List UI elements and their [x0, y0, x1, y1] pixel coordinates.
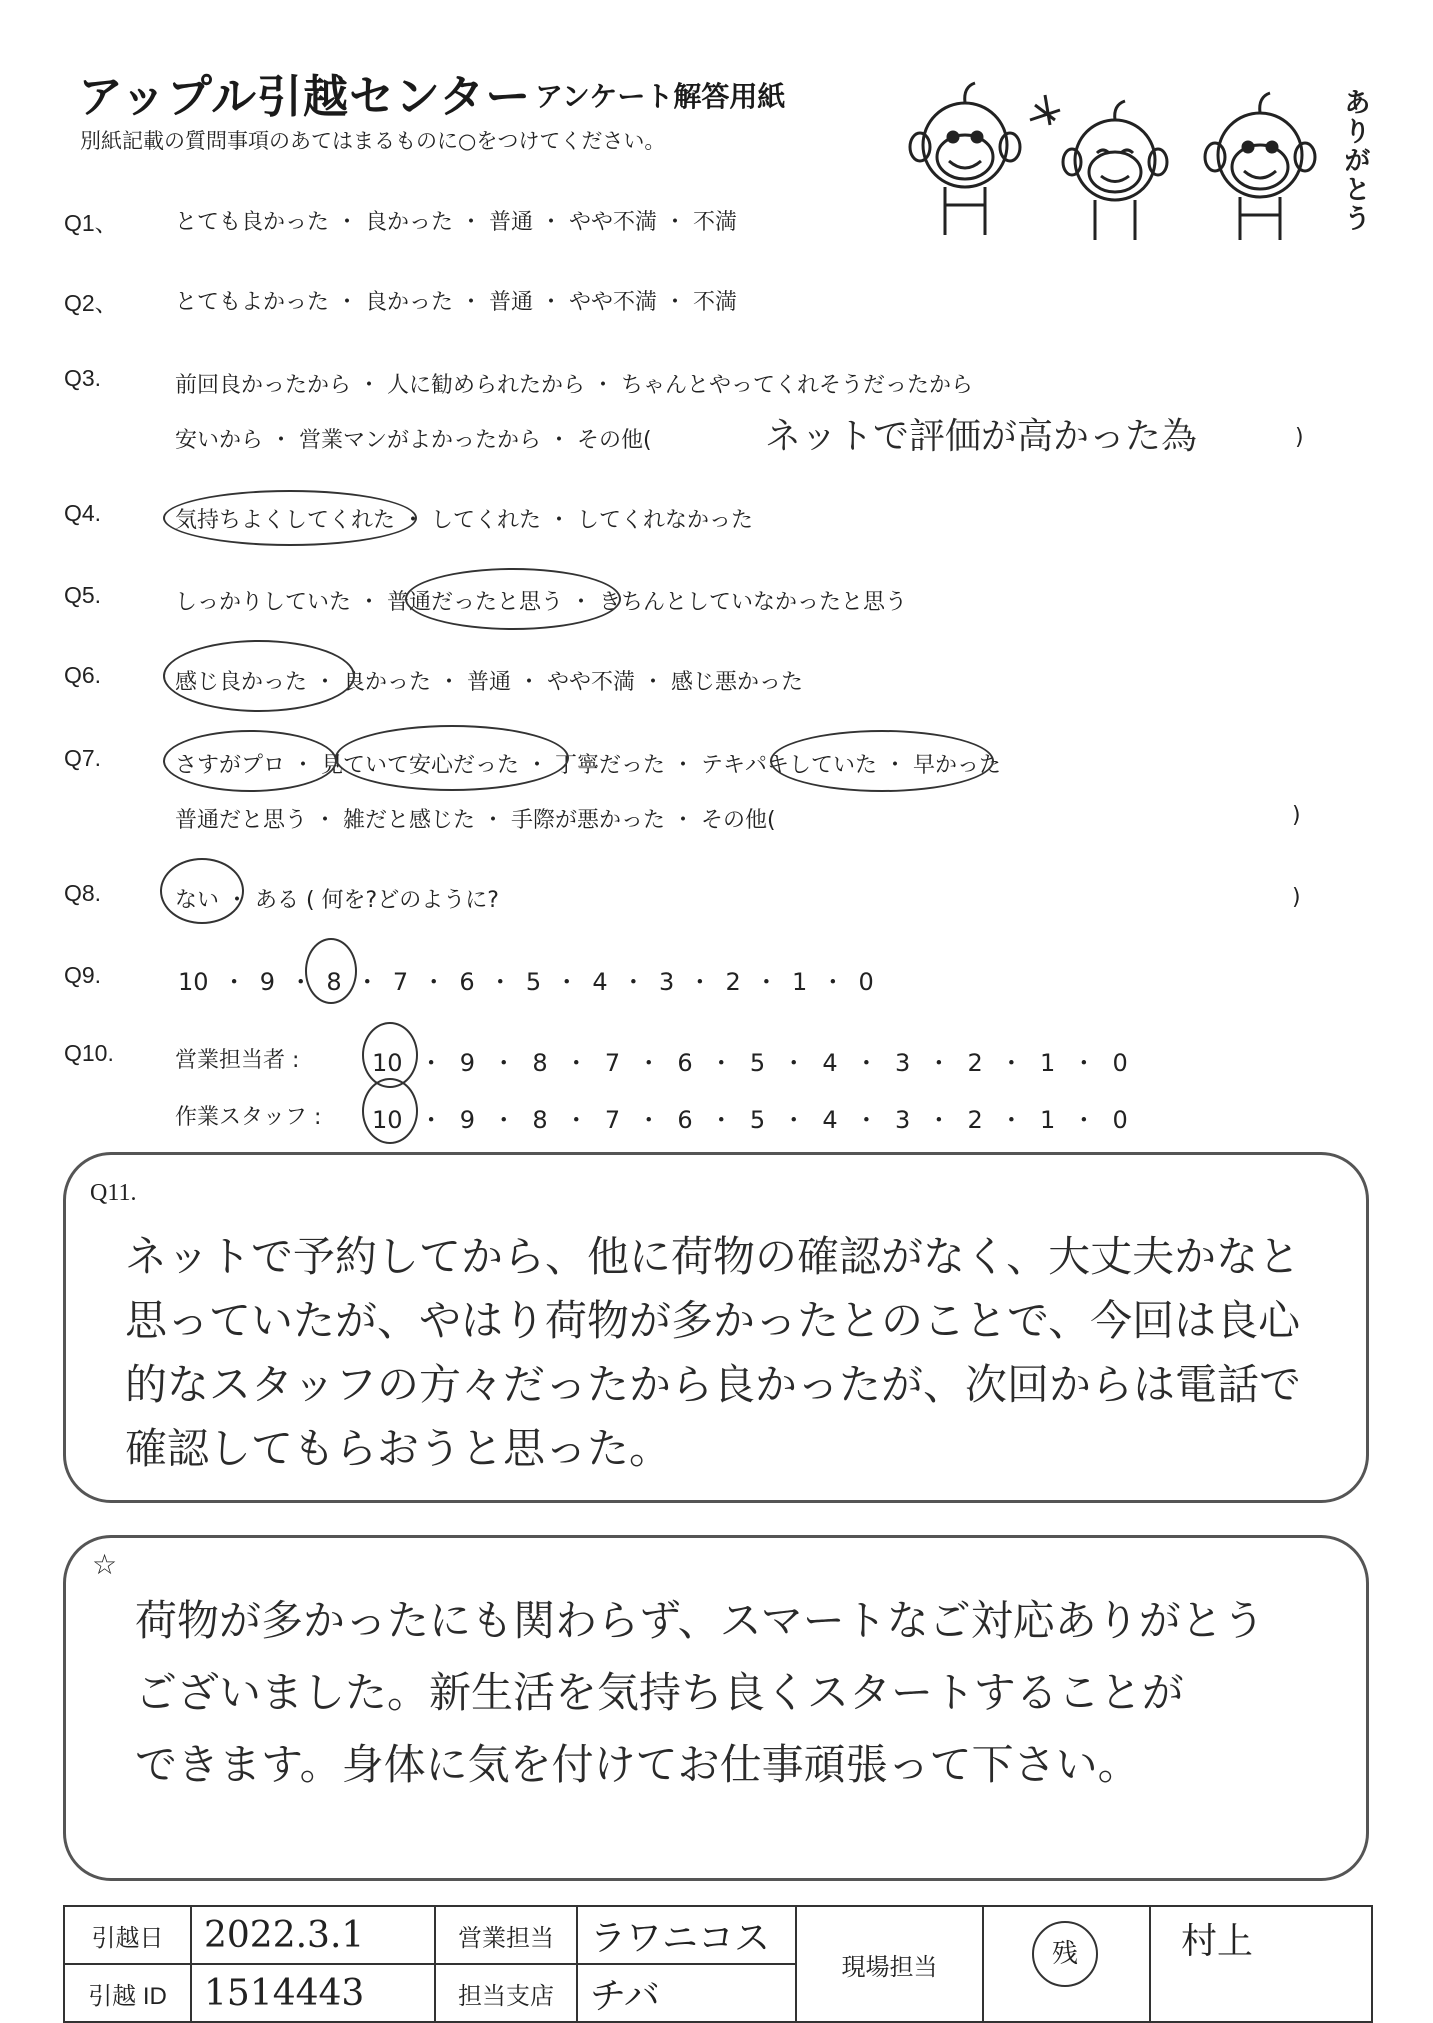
q7-answer-circle-2 — [335, 725, 569, 791]
q7-label: Q7. — [64, 745, 102, 771]
q11-label: Q11. — [90, 1180, 137, 1206]
monkey-mascots-illustration — [905, 75, 1360, 250]
instruction-text: 別紙記載の質問事項のあてはまるものに○をつけてください。 — [80, 129, 666, 153]
move-date-value: 2022.3.1 — [191, 1906, 435, 1964]
move-date-label: 引越日 — [64, 1906, 191, 1964]
sales-rep-value: ラワニコス — [577, 1906, 796, 1964]
q8-label: Q8. — [64, 880, 102, 906]
q11-line-4: 確認してもらおうと思った。 — [125, 1424, 672, 1473]
q4-label: Q4. — [64, 500, 102, 526]
q10-sales-scale: 10 ・ 9 ・ 8 ・ 7 ・ 6 ・ 5 ・ 4 ・ 3 ・ 2 ・ 1 ・ 0 — [372, 1049, 1128, 1077]
q1-options: とても良かった ・ 良かった ・ 普通 ・ やや不満 ・ 不満 — [175, 210, 737, 235]
q10-sales-label: 営業担当者 : — [175, 1048, 300, 1073]
q9-label: Q9. — [64, 962, 102, 988]
q10-label: Q10. — [64, 1040, 114, 1066]
q7-answer-circle-3 — [770, 730, 994, 792]
sales-rep-label: 営業担当 — [435, 1906, 577, 1964]
move-id-value: 1514443 — [191, 1964, 435, 2022]
q3-handwritten-answer: ネットで評価が高かった為 — [765, 416, 1198, 457]
q4-options: 気持ちよくしてくれた ・ してくれた ・ してくれなかった — [175, 508, 753, 533]
q3-options-line1: 前回良かったから ・ 人に勧められたから ・ ちゃんとやってくれそうだったから — [175, 373, 973, 398]
site-rep-value: 村上 — [1150, 1906, 1372, 2022]
reply-line-2: ございました。新生活を気持ち良くスタートすることが — [135, 1668, 1184, 1717]
site-rep-label: 現場担当 — [796, 1906, 983, 2022]
branch-label: 担当支店 — [435, 1964, 577, 2022]
q2-label: Q2、 — [64, 290, 118, 316]
reply-line-1: 荷物が多かったにも関わらず、スマートなご対応ありがとう — [135, 1596, 1265, 1645]
q11-line-3: 的なスタッフの方々だったから良かったが、次回からは電話で — [125, 1360, 1302, 1409]
q9-scale: 10 ・ 9 ・ 8 ・ 7 ・ 6 ・ 5 ・ 4 ・ 3 ・ 2 ・ 1 ・ 0 — [178, 968, 874, 996]
q5-answer-circle — [405, 568, 621, 630]
q8-answer-circle — [160, 858, 244, 924]
star-icon: ☆ — [92, 1548, 118, 1581]
q3-close-paren: ) — [1295, 425, 1304, 450]
q1-label: Q1、 — [64, 210, 118, 236]
branch-value: チバ — [577, 1964, 796, 2022]
q7-options-line1: さすがプロ ・ 見ていて安心だった ・ 丁寧だった ・ テキパキしていた ・ 早かった — [175, 753, 1001, 778]
q8-close-paren: ) — [1292, 885, 1301, 910]
q3-label: Q3. — [64, 365, 102, 391]
q7-answer-circle-1 — [163, 730, 337, 792]
q7-options-line2: 普通だと思う ・ 雑だと感じた ・ 手際が悪かった ・ その他( — [175, 808, 776, 833]
reply-line-3: できます。身体に気を付けてお仕事頑張って下さい。 — [135, 1740, 1140, 1789]
move-info-table — [63, 1905, 1373, 2023]
q6-options: 感じ良かった ・ 良かった ・ 普通 ・ やや不満 ・ 感じ悪かった — [175, 670, 803, 695]
q10-staff-label: 作業スタッフ : — [175, 1105, 322, 1130]
reply-comment-text — [135, 1585, 1265, 1801]
form-subtitle: アンケート解答用紙 — [535, 80, 786, 113]
q6-label: Q6. — [64, 662, 102, 688]
q11-line-1: ネットで予約してから、他に荷物の確認がなく、大丈夫かなと — [125, 1232, 1301, 1281]
q6-answer-circle — [163, 640, 355, 712]
q8-options: ない ・ ある ( 何を?どのように? — [175, 888, 499, 913]
site-stamp-cell — [983, 1906, 1150, 2022]
q4-answer-circle — [163, 490, 417, 546]
q10-staff-answer-circle — [362, 1078, 418, 1144]
q2-options: とてもよかった ・ 良かった ・ 普通 ・ やや不満 ・ 不満 — [175, 290, 737, 315]
q11-line-2: 思っていたが、やはり荷物が多かったとのことで、今回は良心 — [125, 1296, 1301, 1345]
move-id-label: 引越 ID — [64, 1964, 191, 2022]
q11-comment-text — [125, 1225, 1301, 1481]
q5-options: しっかりしていた ・ 普通だったと思う ・ きちんとしていなかったと思う — [175, 590, 907, 615]
site-stamp: 残 — [1032, 1921, 1098, 1987]
q7-close-paren: ) — [1292, 803, 1301, 828]
q5-label: Q5. — [64, 582, 102, 608]
q10-staff-scale: 10 ・ 9 ・ 8 ・ 7 ・ 6 ・ 5 ・ 4 ・ 3 ・ 2 ・ 1 ・ 0 — [372, 1106, 1128, 1134]
company-title: アップル引越センター — [78, 70, 532, 123]
q9-answer-circle — [305, 938, 357, 1004]
q3-options-line2: 安いから ・ 営業マンがよかったから ・ その他( — [175, 428, 652, 453]
arigatou-text: ありがとう — [1339, 88, 1370, 233]
